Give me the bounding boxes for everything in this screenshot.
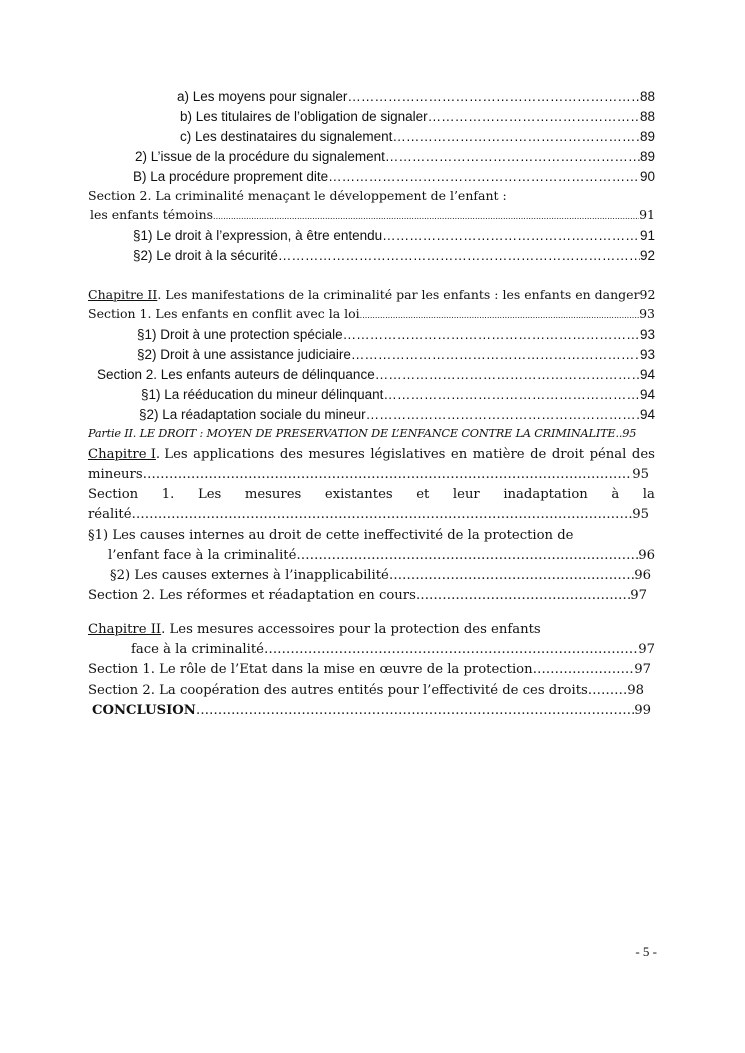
toc-page-number: 88 <box>639 109 655 124</box>
toc-entry <box>177 88 655 106</box>
dot-leader <box>264 641 638 659</box>
toc-entry <box>88 506 649 524</box>
toc-entry-title: §1) Droit à une protection spéciale <box>137 327 343 342</box>
chapter-label: Chapitre II <box>88 287 158 302</box>
dot-leader <box>328 168 640 186</box>
toc-page-number: 95 <box>632 507 649 522</box>
toc-entry <box>92 702 651 720</box>
toc-entry-title: §1) La rééducation du mineur délinquant <box>141 387 384 402</box>
toc-entry-title: réalité <box>88 507 132 522</box>
toc-entry <box>139 406 655 424</box>
toc-page-number: 94 <box>639 407 655 422</box>
dot-leader <box>375 366 640 384</box>
toc-entry-title: B) La procédure proprement dite <box>133 169 329 184</box>
toc-page-number: 97 <box>630 588 647 603</box>
toc-page-number: 92 <box>639 287 655 302</box>
toc-word: la <box>642 487 655 502</box>
toc-entry-title: Section 1. Les enfants en conflit avec la loi <box>88 306 360 321</box>
toc-entry-title: face à la criminalité <box>131 642 264 657</box>
toc-page-number: 93 <box>639 347 655 362</box>
toc-entry <box>135 148 655 166</box>
toc-word: droit <box>551 447 585 462</box>
toc-entry-title: b) Les titulaires de l’obligation de signaler <box>180 109 428 124</box>
toc-word: mesures <box>244 487 302 502</box>
toc-entry <box>88 305 655 325</box>
toc-entry-title: CONCLUSION <box>92 703 196 718</box>
toc-page-number: 96 <box>638 548 655 563</box>
toc-entry <box>180 108 655 126</box>
toc-word: pénal <box>589 447 627 462</box>
dot-leader <box>296 547 638 565</box>
toc-page-number: 91 <box>639 228 655 243</box>
toc-entry <box>110 567 651 585</box>
toc-entry <box>133 168 655 186</box>
dot-leader <box>383 386 640 404</box>
toc-entry-title: §1) Les causes internes au droit de cette ineffectivité de la protection de <box>88 528 574 543</box>
dot-leader <box>389 567 634 585</box>
toc-entry <box>88 286 655 306</box>
toc-word: 1. <box>161 487 175 502</box>
toc-entry-title: l’enfant face à la criminalité <box>108 548 297 563</box>
toc-word: leur <box>452 487 480 502</box>
toc-entry <box>131 641 655 659</box>
toc-page-number: 97 <box>634 662 651 677</box>
toc-word: des <box>279 447 303 462</box>
toc-entry-title: 2) L’issue de la procédure du signalement <box>135 149 385 164</box>
toc-word: de <box>530 447 547 462</box>
toc-page-number: 97 <box>638 642 655 657</box>
toc-page-number: 88 <box>639 89 655 104</box>
toc-entry <box>88 486 655 504</box>
toc-word: Les <box>197 487 222 502</box>
toc-entry <box>88 682 644 700</box>
toc-entry <box>133 247 655 265</box>
dot-leader <box>382 227 640 245</box>
toc-page-number: 95 <box>632 467 649 482</box>
toc-entry-title: . Les manifestations de la criminalité par les enfants : les enfants en danger <box>157 287 640 302</box>
toc-entry-title: mineurs <box>88 467 143 482</box>
dot-leader <box>347 88 640 106</box>
toc-entry <box>180 128 655 146</box>
toc-word: . Les <box>155 447 188 462</box>
toc-entry <box>137 346 655 364</box>
toc-entry <box>133 227 655 245</box>
toc-entry-title: . Les mesures accessoires pour la protection des enfants <box>161 622 541 637</box>
dot-leader <box>351 346 640 364</box>
toc-entry <box>88 527 655 545</box>
dot-leader <box>416 587 630 605</box>
dot-leader <box>196 702 634 720</box>
toc-page-number: 90 <box>639 169 655 184</box>
toc-page-number: 91 <box>639 207 655 222</box>
toc-entry-title: a) Les moyens pour signaler <box>177 89 348 104</box>
toc-entry-title: Section 2. La criminalité menaçant le développement de l’enfant : <box>88 188 507 203</box>
toc-page-number: 98 <box>627 683 644 698</box>
dot-leader <box>428 108 640 126</box>
toc-entry <box>108 547 655 565</box>
dot-leader <box>343 326 640 344</box>
dot-leader <box>366 406 640 424</box>
toc-entry-title: §1) Le droit à l’expression, à être entendu <box>133 228 383 243</box>
chapter-label: Chapitre II <box>88 622 162 637</box>
toc-word: mesures <box>308 447 365 462</box>
toc-entry-title: c) Les destinataires du signalement <box>180 129 393 144</box>
toc-entry-title: les enfants témoins <box>90 207 214 222</box>
dot-leader <box>360 305 639 325</box>
toc-entry <box>88 466 649 484</box>
toc-entry <box>97 366 655 384</box>
toc-page-number: 94 <box>639 387 655 402</box>
toc-word: matière <box>472 447 525 462</box>
dot-leader <box>132 506 633 524</box>
toc-entry-title: Section 2. Les enfants auteurs de délinquance <box>97 367 375 382</box>
toc-entry-title: §2) Les causes externes à l’inapplicabilité <box>110 568 389 583</box>
toc-word: en <box>450 447 468 462</box>
toc-entry-title: §2) Le droit à la sécurité <box>133 248 278 263</box>
part-title: Partie II. LE DROIT : MOYEN DE PRESERVATION DE L’ENFANCE CONTRE LA CRIMINALITE..95 <box>88 427 637 440</box>
chapter-label: Chapitre I <box>88 447 156 462</box>
toc-entry <box>137 326 655 344</box>
dot-leader <box>143 466 633 484</box>
toc-word: Section <box>88 487 139 502</box>
toc-page-number: 94 <box>639 367 655 382</box>
toc-page-number: 99 <box>634 703 651 718</box>
dot-leader <box>533 661 635 679</box>
dot-leader <box>588 682 627 700</box>
toc-word: et <box>416 487 430 502</box>
toc-entry-title: §2) Droit à une assistance judiciaire <box>137 347 351 362</box>
toc-entry <box>88 446 655 464</box>
toc-word: applications <box>193 447 275 462</box>
toc-entry <box>88 621 655 639</box>
toc-entry <box>88 587 647 605</box>
toc-word: des <box>631 447 655 462</box>
toc-entry-title: Section 2. La coopération des autres entités pour l’effectivité de ces droits <box>88 683 588 698</box>
toc-page-number: 89 <box>639 149 655 164</box>
toc-page-number: 93 <box>639 306 655 321</box>
toc-word: législatives <box>370 447 446 462</box>
toc-page-number: 89 <box>639 129 655 144</box>
toc-word: existantes <box>324 487 393 502</box>
toc-entry <box>88 425 655 443</box>
toc-entry <box>141 386 655 404</box>
page-number: - 5 - <box>635 944 657 959</box>
toc-page-number: 92 <box>639 248 655 263</box>
toc-entry-title: Section 1. Le rôle de l’Etat dans la mise en œuvre de la protection <box>88 662 533 677</box>
toc-entry <box>90 206 655 226</box>
toc-page-number: 93 <box>639 327 655 342</box>
toc-entry <box>88 187 655 205</box>
toc-word: inadaptation <box>503 487 588 502</box>
dot-leader <box>278 247 640 265</box>
toc-entry <box>88 661 651 679</box>
toc-word: à <box>611 487 620 502</box>
toc-entry-title: Section 2. Les réformes et réadaptation en cours <box>88 588 416 603</box>
toc-entry-title: §2) La réadaptation sociale du mineur <box>139 407 366 422</box>
dot-leader <box>392 128 640 146</box>
dot-leader <box>213 206 639 226</box>
toc-page-number: 96 <box>634 568 651 583</box>
dot-leader <box>385 148 640 166</box>
